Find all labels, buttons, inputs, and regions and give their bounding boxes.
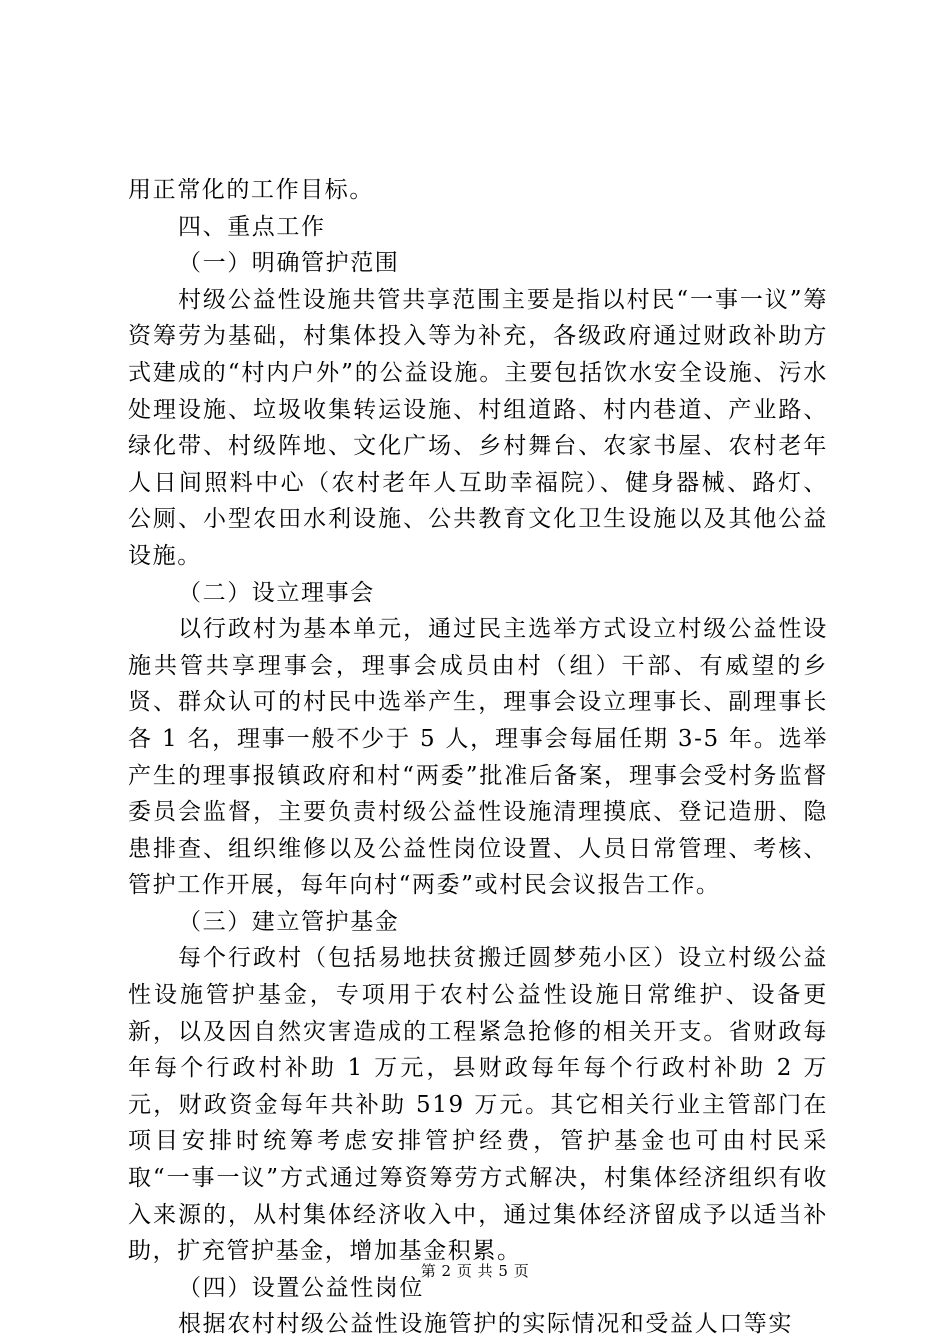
subsection-body-2: 以行政村为基本单元，通过民主选举方式设立村级公益性设施共管共享理事会，理事会成员由村（组）干部、有威望的乡贤、群众认可的村民中选举产生，理事会设立理事长、副理事长各 1 名，理事一般不少于 5 人，理事会每届任期 3-5 年。选举产生的理事报镇政府和村“两委”批准后备案，理事会受村务监督委员会监督，主要负责村级公益性设施清理摸底、登记造册、隐患排查、组织维修以及公益性岗位设置、人员日常管理、考核、管护工作开展，每年向村“两委”或村民会议报告工作。 <box>128 616 828 899</box>
section-heading-4: 四、重点工作 <box>178 213 326 240</box>
subsection-body-3: 每个行政村（包括易地扶贫搬迁圆梦苑小区）设立村级公益性设施管护基金，专项用于农村公益性设施日常维护、设备更新，以及因自然灾害造成的工程紧急抢修的相关开支。省财政每年每个行政村补助 1 万元，县财政每年每个行政村补助 2 万元，财政资金每年共补助 519 万元。其它相关行业主管部门在项目安排时统筹考虑安排管护经费，管护基金也可由村民采取“一事一议”方式通过筹资筹劳方式解决，村集体经济组织有收入来源的，从村集体经济收入中，通过集体经济留成予以适当补助，扩充管护基金，增加基金积累。 <box>128 945 828 1265</box>
subsection-heading-2: （二）设立理事会 <box>178 579 375 606</box>
subsection-body-4: 根据农村村级公益性设施管护的实际情况和受益人口等实 <box>178 1311 793 1338</box>
subsection-heading-1: （一）明确管护范围 <box>178 250 400 277</box>
lead-paragraph: 用正常化的工作目标。 <box>128 177 374 203</box>
subsection-heading-3: （三）建立管护基金 <box>178 908 400 935</box>
page-footer: 第 2 页 共 5 页 <box>420 1262 530 1280</box>
document-body <box>128 172 828 1343</box>
subsection-body-1: 村级公益性设施共管共享范围主要是指以村民“一事一议”筹资筹劳为基础，村集体投入等为补充，各级政府通过财政补助方式建成的“村内户外”的公益设施。主要包括饮水安全设施、污水处理设施、垃圾收集转运设施、村组道路、村内巷道、产业路、绿化带、村级阵地、文化广场、乡村舞台、农家书屋、农村老年人日间照料中心（农村老年人互助幸福院）、健身器械、路灯、公厕、小型农田水利设施、公共教育文化卫生设施以及其他公益设施。 <box>128 286 828 569</box>
subsection-heading-4: （四）设置公益性岗位 <box>178 1274 424 1301</box>
